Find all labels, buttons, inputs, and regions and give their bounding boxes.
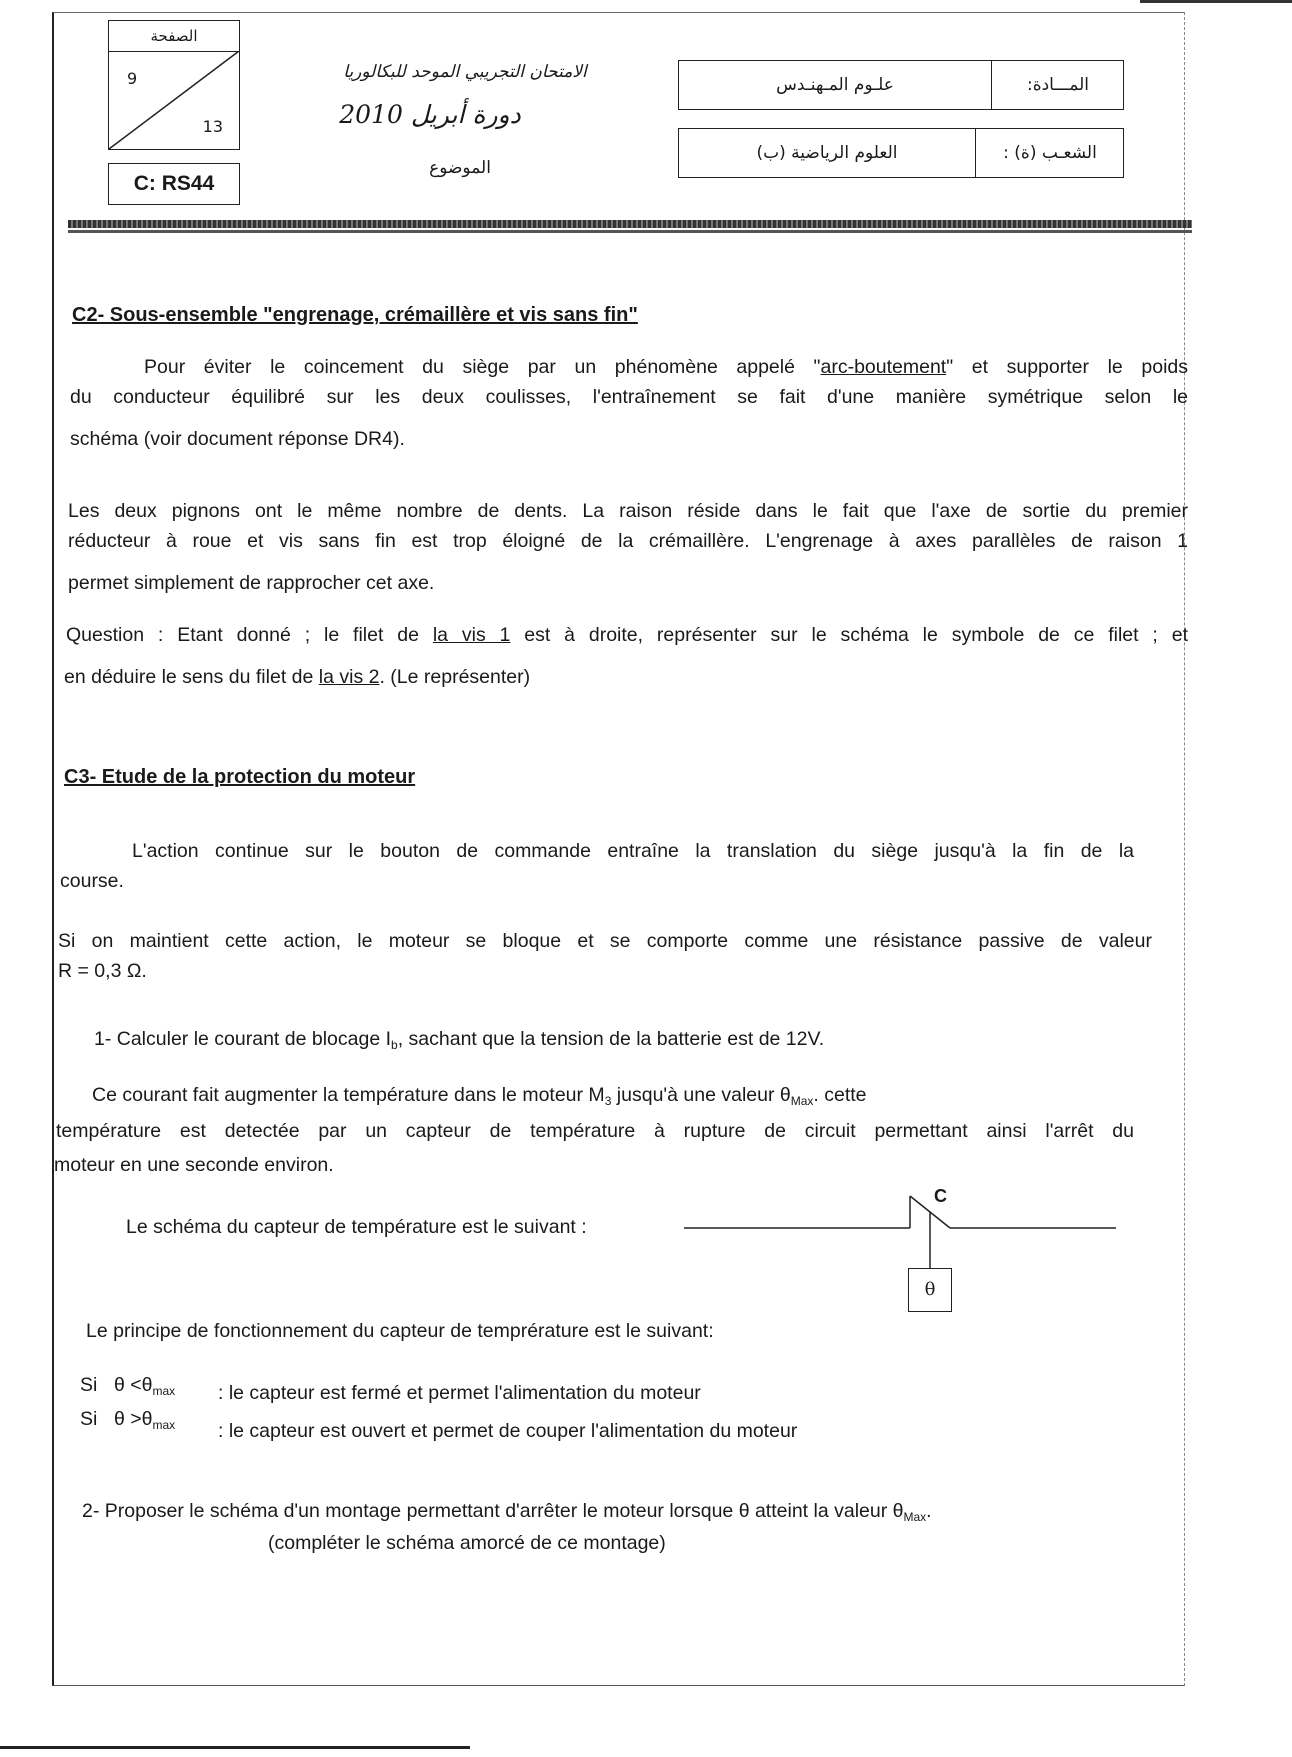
exam-session: دورة أبريل 2010 (339, 100, 521, 129)
page-total: 13 (202, 117, 223, 136)
condition-1-text: : le capteur est fermé et permet l'alimentation du moteur (218, 1382, 701, 1404)
condition-2-si: Si (80, 1408, 98, 1430)
exam-title: الامتحان التجريبي الموحد للبكالوريا (343, 62, 587, 82)
c3-p3-line1: Ce courant fait augmenter la température dans le moteur $M_3$ jusqu'à une valeur $\theta_{Max}$. cette (92, 1084, 867, 1108)
c3-paragraph-1 (60, 836, 1134, 866)
c2-p1-line2: du conducteur équilibré sur les deux coulisses, l'entraînement se fait d'une manière symétrique selon le (70, 386, 1188, 408)
c2-paragraph-2 (68, 496, 1188, 556)
subject-word: الموضوع (429, 158, 491, 178)
c3-p3-line3: moteur en une seconde environ. (54, 1154, 334, 1176)
schema-label: Le schéma du capteur de température est le suivant : (126, 1216, 587, 1238)
c3-p3-line2: température est detectée par un capteur de température à rupture de circuit permettant ainsi l'arrêt du (56, 1120, 1134, 1142)
c2-p2-line2: réducteur à roue et vis sans fin est trop éloigné de la crémaillère. L'engrenage à axes parallèles de raison 1 (68, 530, 1188, 552)
subject-box (678, 60, 1124, 110)
branch-label: الشعـب (ة) : (1003, 143, 1097, 163)
c2-p1-line3: schéma (voir document réponse DR4). (70, 428, 405, 450)
schema-theta-box: θ (908, 1268, 952, 1312)
bottom-edge-mark (0, 1746, 470, 1749)
top-edge-mark (1140, 0, 1292, 3)
principle-text: Le principe de fonctionnement du capteur de temprératurе est le suivant: (86, 1320, 714, 1342)
exam-code: C: RS44 (108, 163, 240, 205)
branch-value: العلوم الرياضية (ب) (679, 129, 976, 177)
condition-2-math: $\theta >\theta_{max}$ (114, 1408, 176, 1432)
c2-paragraph-1 (70, 352, 1188, 412)
condition-1-si: Si (80, 1374, 98, 1396)
header-rule-2 (68, 230, 1192, 233)
c2-p2-line1: Les deux pignons ont le même nombre de dents. La raison réside dans le fait que l'axe de sortie du premier (68, 500, 1188, 522)
condition-2-text: : le capteur est ouvert et permet de couper l'alimentation du moteur (218, 1420, 798, 1442)
condition-1-math: $\theta <\theta_{max}$ (114, 1374, 176, 1398)
c2-question-line2: en déduire le sens du filet de la vis 2. (Le représenter) (64, 666, 531, 688)
branch-box (678, 128, 1124, 178)
c3-question-1: 1- Calculer le courant de blocage $I_b$, sachant que la tension de la batterie est de 12V. (94, 1028, 825, 1052)
c3-paragraph-2 (58, 926, 1152, 956)
c3-p1-line1: L'action continue sur le bouton de commande entraîne la translation du siège jusqu'à la fin de la (132, 840, 1134, 862)
c2-p1-line1: Pour éviter le coincement du siège par un phénomène appelé "arc-boutement" et supporter le poids (144, 356, 1188, 378)
c3-question-2-line2: (compléter le schéma amorcé de ce montage) (268, 1532, 666, 1554)
subject-value: علـوم المـهنـدس (679, 61, 992, 109)
schema-contact-label: C (934, 1186, 947, 1206)
c3-p2-line2: R = 0,3 Ω. (58, 960, 147, 982)
c3-paragraph-3 (56, 1080, 1134, 1146)
page-current: 9 (127, 69, 138, 88)
c2-question (66, 620, 1188, 650)
c3-p1-line2: course. (60, 870, 124, 892)
subject-label: المـــادة: (1026, 75, 1090, 95)
temperature-sensor-schematic (680, 1180, 1120, 1320)
c3-question-2: 2- Proposer le schéma d'un montage permettant d'arrêter le moteur lorsque θ atteint la valeur $\theta_{Max}$. (82, 1500, 932, 1524)
c3-title: C3- Etude de la protection du moteur (64, 766, 416, 788)
page-number-box (108, 20, 240, 150)
page-label: الصفحة (109, 21, 239, 52)
c2-title: C2- Sous-ensemble "engrenage, crémaillère et vis sans fin" (72, 304, 638, 326)
c3-p2-line1: Si on maintient cette action, le moteur se bloque et se comporte comme une résistance passive de valeur (58, 930, 1152, 952)
c2-p2-line3: permet simplement de rapprocher cet axe. (68, 572, 435, 594)
header-rule (68, 220, 1192, 228)
c2-question-line1: Question : Etant donné ; le filet de la vis 1 est à droite, représenter sur le schéma le symbole de ce filet ; et (66, 624, 1188, 646)
